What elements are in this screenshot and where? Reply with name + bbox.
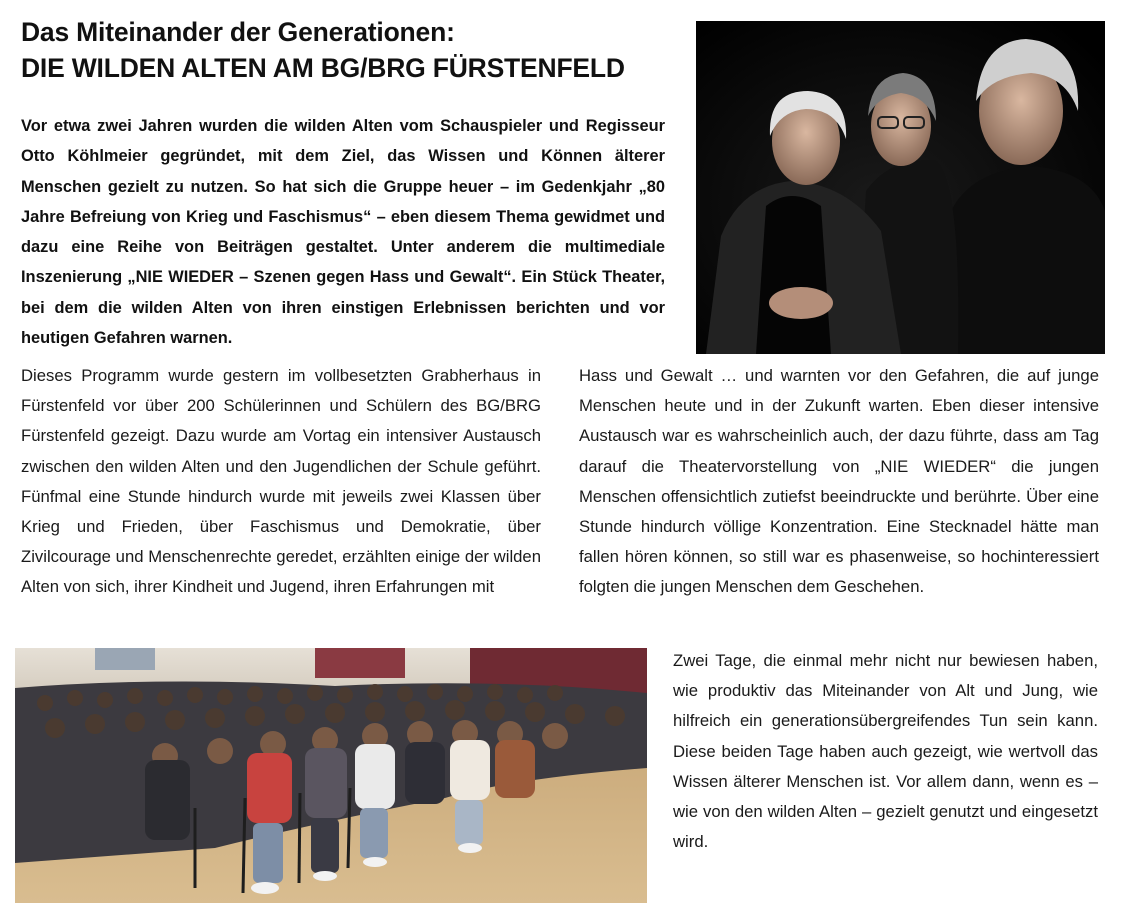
body-column-3: Zwei Tage, die einmal mehr nicht nur bewiesen haben, wie produktiv das Miteinander von Alt und Jung, wie hilfreich ein generationsübergreifendes Tun sein kann. Diese beiden Tage haben auch gezeigt, wie wertvoll das Wissen älterer Menschen ist. Vor allem dann, wenn es – wie von den wilden Alten – gezielt genutzt und eingesetzt wird. (673, 651, 1098, 852)
body-column-1: Dieses Programm wurde gestern im vollbesetzten Grabherhaus in Fürstenfeld vor über 200 Schülerinnen und Schülern des BG/BRG Fürstenfeld gezeigt. Dazu wurde am Vortag ein intensiver Austausch zwischen den wilden Alten und den Jugendlichen der Schule geführt. Fünfmal eine Stunde hindurch wurde mit jeweils zwei Klassen über Krieg und Frieden, über Faschismus und Demokratie, über Zivilcourage und Menschenrechte geredet, erzählten einige der wilden Alten von sich, ihrer Kindheit und Jugend, ihren Erfahrungen mit (21, 366, 541, 597)
photo-audience-students (15, 648, 647, 903)
body-column-2: Hass und Gewalt … und warnten vor den Gefahren, die auf junge Menschen heute und in der Zukunft warten. Eben dieser intensive Austausch war es wahrscheinlich auch, der dazu führte, dass am Tag darauf die Theatervorstellung von „NIE WIEDER“ die jungen Menschen offensichtlich zutiefst beeindruckte und berührte. Über eine Stunde hindurch völlige Konzentration. Eine Stecknadel hätte man fallen hören können, so still war es phasenweise, so hochinteressiert folgten die jungen Menschen dem Geschehen. (579, 366, 1099, 597)
lead-paragraph: Vor etwa zwei Jahren wurden die wilden Alten vom Schauspieler und Regisseur Otto Köhlmeier gegründet, mit dem Ziel, das Wissen und Können älterer Menschen gezielt zu nutzen. So hat sich die Gruppe heuer – im Gedenkjahr „80 Jahre Befreiung von Krieg und Faschismus“ – eben diesem Thema gewidmet und dazu eine Reihe von Beiträgen gestaltet. Unter anderem die multimediale Inszenierung „NIE WIEDER – Szenen gegen Hass und Gewalt“. Ein Stück Theater, bei dem die wilden Alten von ihren einstigen Erlebnissen berichten und vor heutigen Gefahren warnen. (21, 117, 665, 348)
article-title (21, 14, 625, 86)
title-line-2: DIE WILDEN ALTEN AM BG/BRG FÜRSTENFELD (21, 53, 625, 83)
title-line-1: Das Miteinander der Generationen: (21, 17, 455, 47)
photo-three-women-on-stage (696, 21, 1105, 354)
